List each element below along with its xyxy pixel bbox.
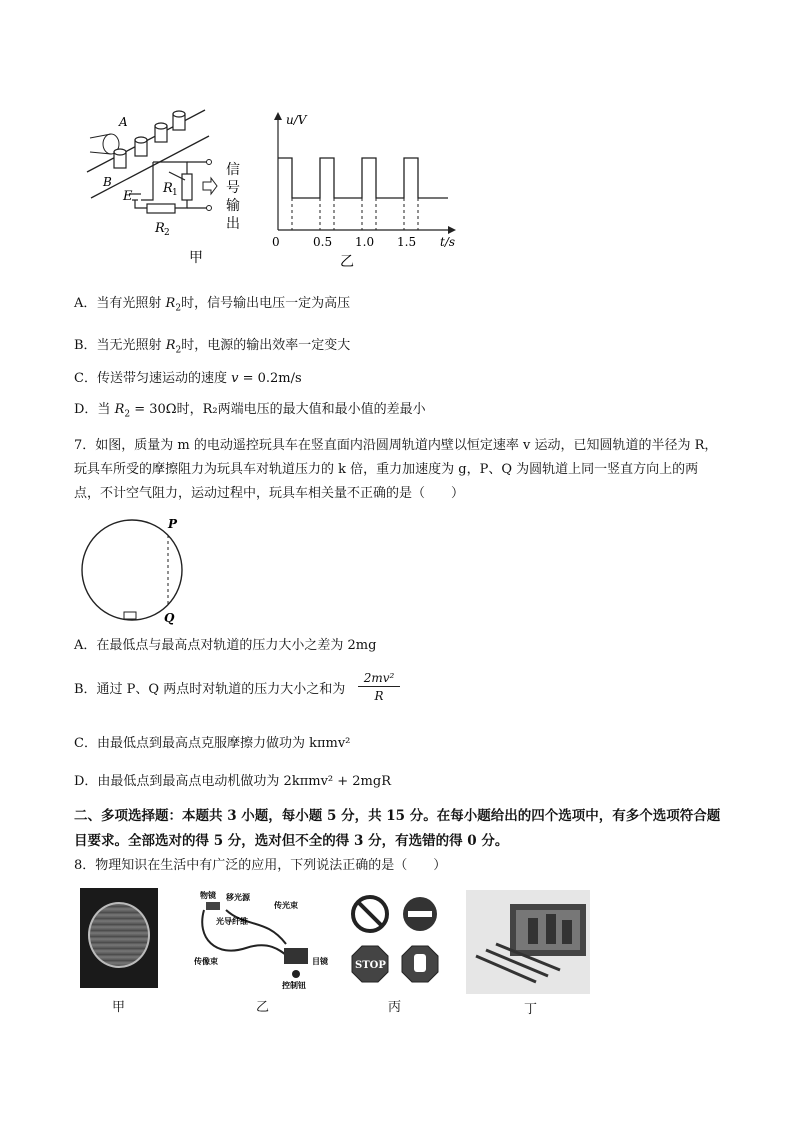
label-light-source: 移光源 <box>226 892 250 902</box>
label-E: E <box>123 189 133 204</box>
stop-sign-icon <box>352 946 388 982</box>
q6-option-b: B．当无光照射 $R_2$时，电源的输出效率一定变大 <box>74 338 351 356</box>
section-2-heading: 二、多项选择题：本题共 3 小题，每小题 5 分，共 15 分。在每小题给出的四个选项中，有多个选项符合题目要求。全部选对的得 5 分，选对但不全的得 3 分，有选错的得 0 分。 <box>74 808 721 849</box>
label-A: A <box>119 115 128 129</box>
y-axis-label: u/V <box>286 113 307 127</box>
q6-option-a: A．当有光照射 $R_2$时，信号输出电压一定为高压 <box>74 296 351 314</box>
label-Q: Q <box>164 611 175 625</box>
svg-text:STOP: STOP <box>355 960 386 971</box>
no-entry-icon <box>353 897 387 931</box>
label-eyepiece: 目镜 <box>312 956 328 966</box>
q7-option-c: C．由最低点到最高点克服摩擦力做功为 kπmv² <box>74 736 351 751</box>
figure-q7-circle <box>76 514 196 626</box>
hand-stop-icon <box>402 946 438 982</box>
signal-char-2: 号 <box>226 180 240 196</box>
figure-q8-bing-signs <box>348 892 444 988</box>
caption-q8-bing: 丙 <box>388 1000 402 1015</box>
caption-q8-ding: 丁 <box>524 1002 538 1017</box>
signal-char-3: 输 <box>226 198 240 214</box>
tick-1.0: 1.0 <box>355 235 375 249</box>
figure-jia-circuit <box>85 100 255 270</box>
label-objective: 物镜 <box>200 890 216 900</box>
figure-q8-ding-cinema <box>466 890 590 994</box>
caption-yi: 乙 <box>340 254 354 270</box>
signal-char-4: 出 <box>226 216 240 232</box>
tick-1.5: 1.5 <box>397 235 417 249</box>
figure-q8-jia <box>80 888 158 988</box>
label-B: B <box>103 175 112 189</box>
figure-q8-yi-endoscope <box>186 888 336 996</box>
q7-stem: 7．如图，质量为 m 的电动遥控玩具车在竖直面内沿圆周轨道内壁以恒定速率 v 运动，已知圆轨道的半径为 R，玩具车所受的摩擦阻力为玩具车对轨道压力的 k 倍，重力加速度为 g，P、Q 为圆轨道上同一竖直方向上的两点，不计空气阻力，运动过程中，玩具车相关量不正确的是（ ） <box>74 438 718 501</box>
q7-option-b: B．通过 P、Q 两点时对轨道的压力大小之和为 <box>74 682 346 697</box>
label-R2: R <box>155 221 165 236</box>
label-R1: R <box>163 181 173 196</box>
tick-0.5: 0.5 <box>313 235 333 249</box>
label-optical-fiber: 光导纤维 <box>216 916 248 926</box>
label-control-knob: 控制钮 <box>282 980 306 990</box>
tick-0: 0 <box>272 235 280 249</box>
caption-q8-yi: 乙 <box>256 1000 270 1015</box>
signal-char-1: 信 <box>226 162 240 178</box>
caption-q8-jia: 甲 <box>112 1000 126 1015</box>
x-axis-label: t/s <box>440 235 456 249</box>
do-not-enter-icon <box>403 897 437 931</box>
q7-option-d: D．由最低点到最高点电动机做功为 2kπmv² + 2mgR <box>74 774 391 789</box>
label-R1-sub: 1 <box>172 188 178 198</box>
q7-option-b-fraction: 2mv² R <box>358 670 400 705</box>
caption-jia: 甲 <box>189 250 203 266</box>
q8-stem: 8．物理知识在生活中有广泛的应用，下列说法正确的是（ ） <box>74 858 447 873</box>
label-P: P <box>168 517 178 531</box>
label-image-bundle: 传像束 <box>194 956 218 966</box>
figure-yi-chart <box>268 108 468 270</box>
q6-option-c: C．传送带匀速运动的速度 v = 0.2m/s <box>74 371 302 386</box>
q6-option-d: D．当 $R_2 = 30\Omega$时，R₂两端电压的最大值和最小值的差最小 <box>74 402 426 420</box>
q7-option-a: A．在最低点与最高点对轨道的压力大小之差为 2mg <box>74 638 377 653</box>
label-light-bundle: 传光束 <box>274 900 298 910</box>
label-R2-sub: 2 <box>164 228 170 238</box>
